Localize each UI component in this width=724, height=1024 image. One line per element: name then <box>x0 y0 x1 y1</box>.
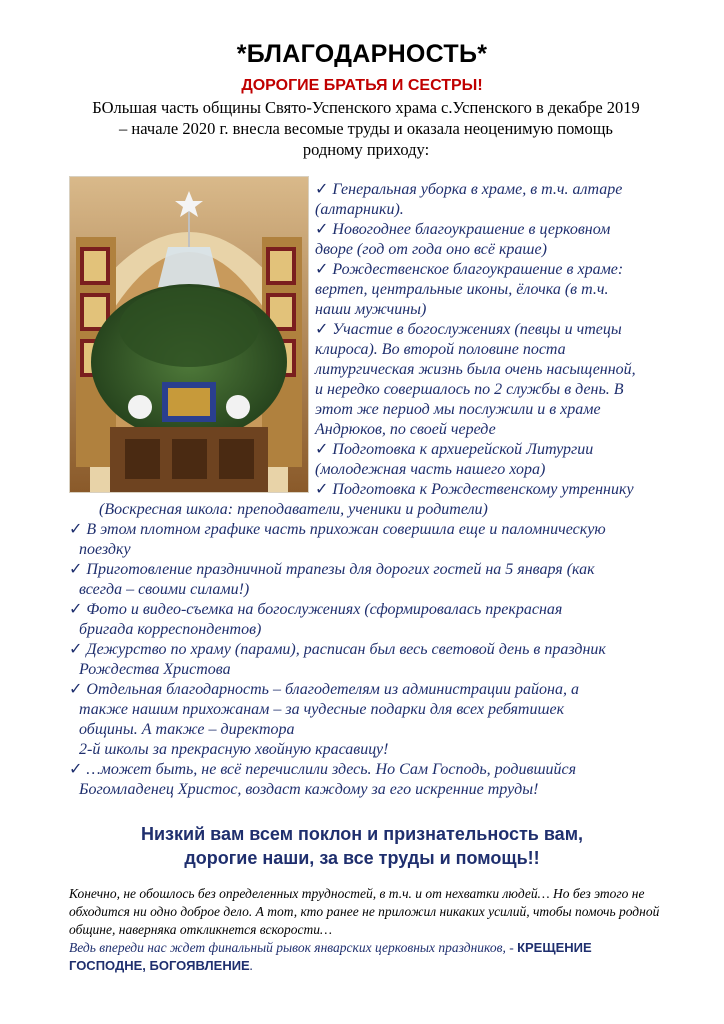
checklist-text: этот же период мы послужили и в храме <box>315 401 601 418</box>
checklist-line <box>315 440 669 460</box>
checklist-text: поездку <box>79 541 131 558</box>
check-mark-icon: ✓ <box>69 761 87 778</box>
checklist-text: Рождественское благоукрашение в храме: <box>332 261 624 278</box>
checklist-line <box>315 300 669 320</box>
page-subtitle: ДОРОГИЕ БРАТЬЯ И СЕСТРЫ! <box>241 77 483 94</box>
checklist-line <box>315 480 669 500</box>
checklist-item <box>315 260 669 320</box>
check-mark-icon: ✓ <box>315 261 333 278</box>
check-mark-icon: ✓ <box>69 521 87 538</box>
checklist-line <box>69 520 669 540</box>
checklist-text: Андрюков, по своей череде <box>315 421 496 438</box>
checklist-item <box>69 560 669 600</box>
thanks-line-2: дорогие наши, за все труды и помощь!! <box>184 848 540 868</box>
checklist-text: вертеп, центральные иконы, ёлочка (в т.ч. <box>315 281 609 298</box>
checklist-text: Рождества Христова <box>79 661 231 678</box>
checklist-text: дворе (год от года оно всё краше) <box>315 241 547 258</box>
checklist-line <box>315 180 669 200</box>
closing-final-prefix: Ведь впереди нас ждет финальный рывок январских церковных праздников, - <box>69 940 518 955</box>
checklist-line <box>315 220 669 240</box>
closing-text: Конечно, не обошлось без определенных трудностей, в т.ч. и от нехватки людей… Но без этого не обходится ни одно доброе дело. А тот, кто ранее не приложил никаких усилий, чтобы помочь родной общине, наверняка откликнется вскорости… <box>69 886 660 937</box>
checklist-item <box>69 600 669 640</box>
check-mark-icon: ✓ <box>69 561 87 578</box>
checklist-line <box>69 720 669 740</box>
checklist-item <box>315 220 669 260</box>
checklist-text: Богомладенец Христос, воздаст каждому за его искренние труды! <box>79 781 539 798</box>
checklist-line <box>69 780 669 800</box>
checklist-text: Приготовление праздничной трапезы для дорогих гостей на 5 января (как <box>86 561 595 578</box>
closing-final-bold: КРЕЩЕНИЕ ГОСПОДНЕ, БОГОЯВЛЕНИЕ <box>69 940 592 973</box>
checklist-text: Участие в богослужениях (певцы и чтецы <box>332 321 622 338</box>
checklist-line <box>69 600 669 620</box>
checklist-line <box>69 660 669 680</box>
checklist-line <box>69 700 669 720</box>
checklist-line <box>315 240 669 260</box>
checklist-item <box>69 500 669 520</box>
checklist-text: (Воскресная школа: преподаватели, ученики и родители) <box>99 501 488 518</box>
checklist-text: и нередко совершалось по 2 службы в день. В <box>315 381 624 398</box>
intro-paragraph: БОльшая часть общины Свято-Успенского храма с.Успенского в декабре 2019 – начале 2020 г. внесла весомые труды и оказала неоценимую помощь родному приходу: <box>92 98 640 159</box>
checklist-text: Генеральная уборка в храме, в т.ч. алтаре <box>332 181 623 198</box>
checklist-line <box>315 420 669 440</box>
checklist-line <box>315 340 669 360</box>
checklist-line <box>69 680 669 700</box>
checklist-item <box>69 760 669 800</box>
closing-final-suffix: . <box>249 958 254 973</box>
check-mark-icon: ✓ <box>315 441 333 458</box>
checklist-text: Подготовка к Рождественскому утреннику <box>332 481 634 498</box>
checklist-text: также нашим прихожанам – за чудесные подарки для всех ребятишек <box>79 701 565 718</box>
checklist <box>69 180 669 800</box>
thanks-line-1: Низкий вам всем поклон и признательность вам, <box>140 824 584 844</box>
checklist-text: клироса). Во второй половине поста <box>315 341 566 358</box>
checklist-line <box>69 560 669 580</box>
checklist-item <box>69 640 669 680</box>
checklist-item <box>69 680 669 760</box>
checklist-text: литургическая жизнь была очень насыщенной, <box>315 361 636 378</box>
checklist-item <box>315 480 669 500</box>
check-mark-icon: ✓ <box>69 641 87 658</box>
check-mark-icon: ✓ <box>315 481 333 498</box>
checklist-line <box>69 580 669 600</box>
checklist-text: …может быть, не всё перечислили здесь. Но Сам Господь, родившийся <box>86 761 577 778</box>
checklist-line <box>69 760 669 780</box>
checklist-text: Подготовка к архиерейской Литургии <box>332 441 594 458</box>
checklist-line <box>315 200 669 220</box>
checklist-line <box>315 260 669 280</box>
checklist-item <box>69 520 669 560</box>
checklist-text: 2-й школы за прекрасную хвойную красавицу! <box>79 741 389 758</box>
checklist-line <box>315 380 669 400</box>
checklist-item <box>315 440 669 480</box>
checklist-line <box>69 620 669 640</box>
checklist-text: Отдельная благодарность – благодетелям из администрации района, а <box>86 681 579 698</box>
closing-final <box>69 939 669 975</box>
checklist-line <box>69 740 669 760</box>
page-title: *БЛАГОДАРНОСТЬ* <box>236 40 488 68</box>
checklist-text: Новогоднее благоукрашение в церковном <box>332 221 611 238</box>
checklist-item <box>315 320 669 440</box>
check-mark-icon: ✓ <box>315 221 333 238</box>
check-mark-icon: ✓ <box>69 681 87 698</box>
checklist-text: Дежурство по храму (парами), расписан был весь световой день в праздник <box>86 641 606 658</box>
closing-paragraph <box>69 885 669 975</box>
checklist-line <box>315 400 669 420</box>
checklist-line <box>315 320 669 340</box>
checklist-line <box>69 640 669 660</box>
checklist-text: В этом плотном графике часть прихожан совершила еще и паломническую <box>86 521 606 538</box>
checklist-item <box>315 180 669 220</box>
checklist-line <box>315 280 669 300</box>
checklist-text: общины. А также – директора <box>79 721 295 738</box>
checklist-text: (молодежная часть нашего хора) <box>315 461 546 478</box>
checklist-line <box>69 500 669 520</box>
checklist-line <box>315 360 669 380</box>
checklist-text: (алтарники). <box>315 201 404 218</box>
checklist-text: бригада корреспондентов) <box>79 621 262 638</box>
checklist-text: всегда – своими силами!) <box>79 581 250 598</box>
check-mark-icon: ✓ <box>315 181 333 198</box>
thanks-block <box>0 822 724 870</box>
checklist-text: Фото и видео-съемка на богослужениях (сформировалась прекрасная <box>86 601 563 618</box>
checklist-line <box>315 460 669 480</box>
checklist-line <box>69 540 669 560</box>
check-mark-icon: ✓ <box>315 321 333 338</box>
check-mark-icon: ✓ <box>69 601 87 618</box>
checklist-text: наши мужчины) <box>315 301 427 318</box>
